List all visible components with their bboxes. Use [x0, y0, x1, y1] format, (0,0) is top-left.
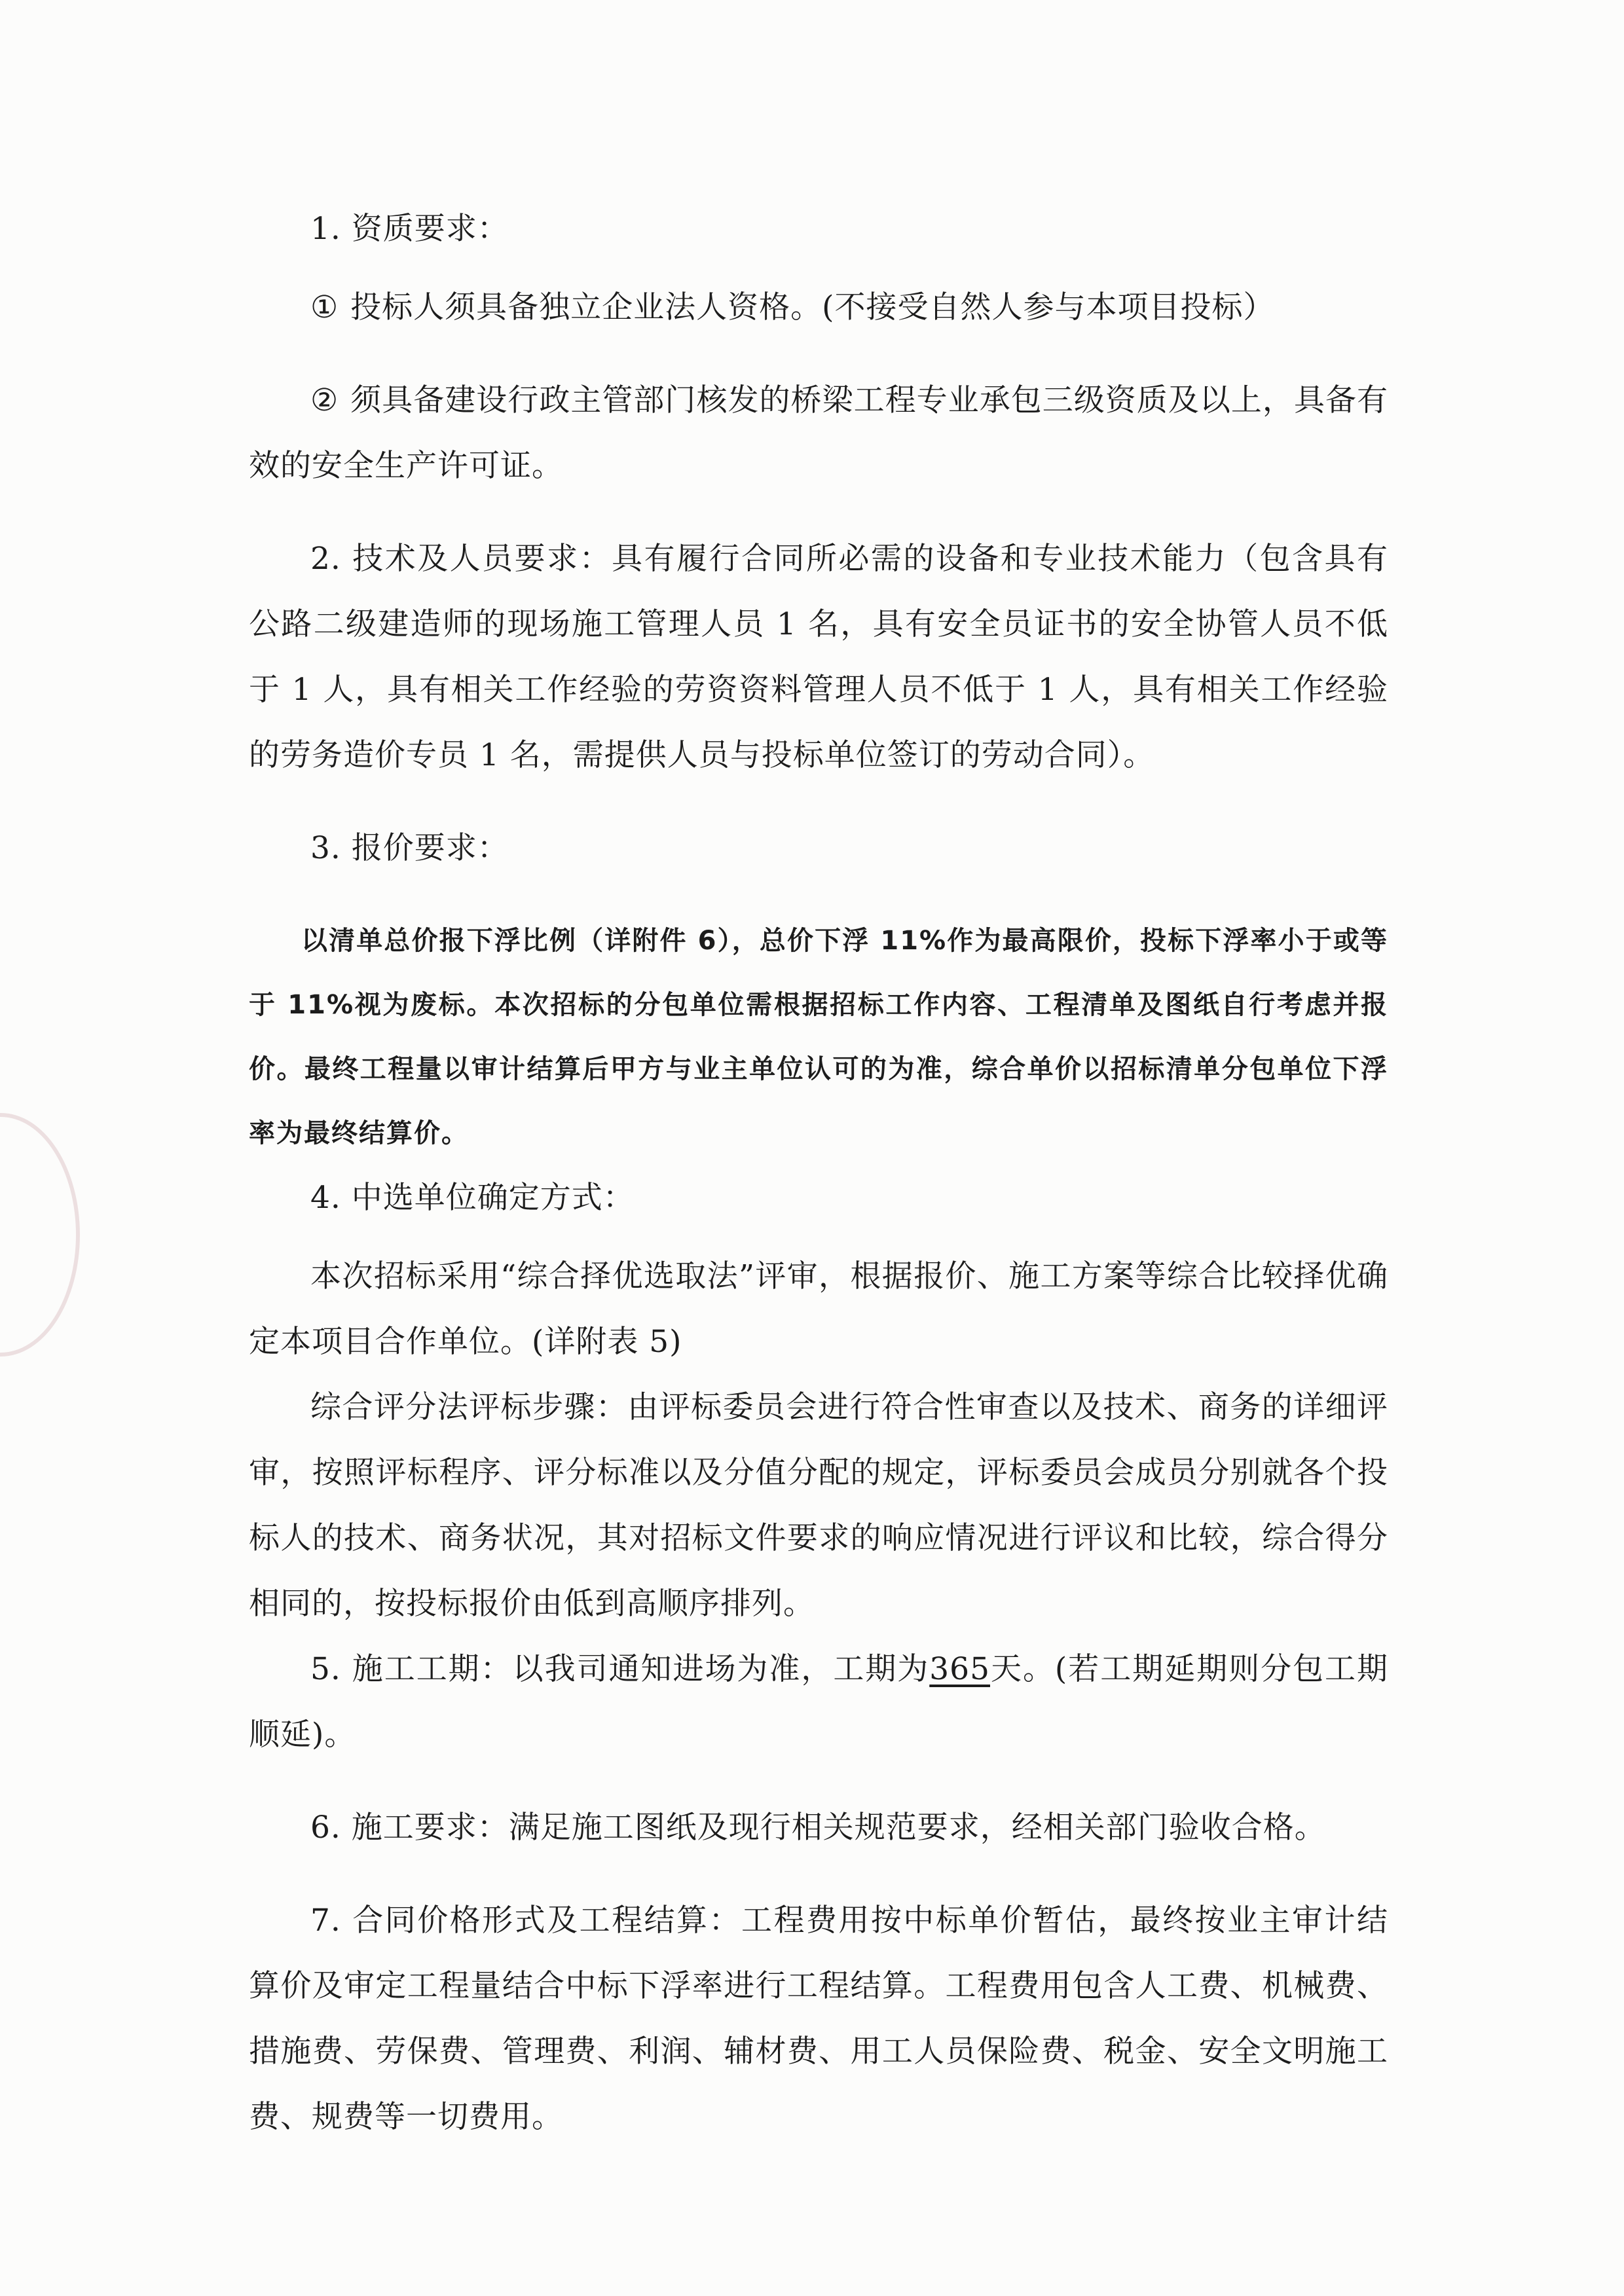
- section-1-item-2-text: 须具备建设行政主管部门核发的桥梁工程专业承包三级资质及以上，具备有效的安全生产许可证。: [249, 382, 1389, 484]
- section-5-pre: 5. 施工工期：以我司通知进场为准，工期为: [310, 1651, 930, 1687]
- section-1-title: 1. 资质要求：: [310, 211, 509, 247]
- section-2-paragraph: 2. 技术及人员要求：具有履行合同所必需的设备和专业技术能力（包含具有公路二级建造师的现场施工管理人员 1 名，具有安全员证书的安全协管人员不低于 1 人，具有相关工作经验的劳资资料管理人员不低于 1 人，具有相关工作经验的劳务造价专员 1 名，需提供人员与投标单位签订的劳动合同）。: [249, 541, 1388, 773]
- section-5-post: 天。(若工期延期则分包工期顺延)。: [249, 1651, 1388, 1753]
- faint-seal-stamp: [0, 1113, 80, 1357]
- section-1-item-2: [249, 368, 1388, 499]
- section-1-item-1-text: 投标人须具备独立企业法人资格。(不接受自然人参与本项目投标）: [350, 289, 1275, 325]
- section-3-bold-paragraph: 以清单总价报下浮比例（详附件 6），总价下浮 11%作为最高限价，投标下浮率小于或等于 11%视为废标。本次招标的分包单位需根据招标工作内容、工程清单及图纸自行考虑并报价。最终工程量以审计结算后甲方与业主单位认可的为准，综合单价以招标清单分包单位下浮率为最终结算价。: [249, 926, 1388, 1148]
- circled-number-1: ①: [310, 289, 339, 325]
- section-5-paragraph: [249, 1637, 1388, 1768]
- section-3-title: 3. 报价要求：: [310, 830, 509, 866]
- section-4-paragraph-1: 本次招标采用“综合择优选取法”评审，根据报价、施工方案等综合比较择优确定本项目合作单位。(详附表 5): [249, 1258, 1388, 1360]
- section-6-paragraph: 6. 施工要求：满足施工图纸及现行相关规范要求，经相关部门验收合格。: [310, 1810, 1326, 1846]
- document-body: [249, 196, 1388, 2150]
- section-5-days: 365: [929, 1651, 990, 1687]
- section-4-paragraph-2: 综合评分法评标步骤：由评标委员会进行符合性审查以及技术、商务的详细评审，按照评标程序、评分标准以及分值分配的规定，评标委员会成员分别就各个投标人的技术、商务状况，其对招标文件要求的响应情况进行评议和比较，综合得分相同的，按投标报价由低到高顺序排列。: [249, 1389, 1388, 1622]
- circled-number-2: ②: [310, 382, 339, 418]
- section-4-title: 4. 中选单位确定方式：: [310, 1180, 635, 1216]
- section-1-item-1: [249, 275, 1388, 340]
- section-7-paragraph: 7. 合同价格形式及工程结算：工程费用按中标单价暂估，最终按业主审计结算价及审定工程量结合中标下浮率进行工程结算。工程费用包含人工费、机械费、措施费、劳保费、管理费、利润、辅材费、用工人员保险费、税金、安全文明施工费、规费等一切费用。: [249, 1903, 1388, 2135]
